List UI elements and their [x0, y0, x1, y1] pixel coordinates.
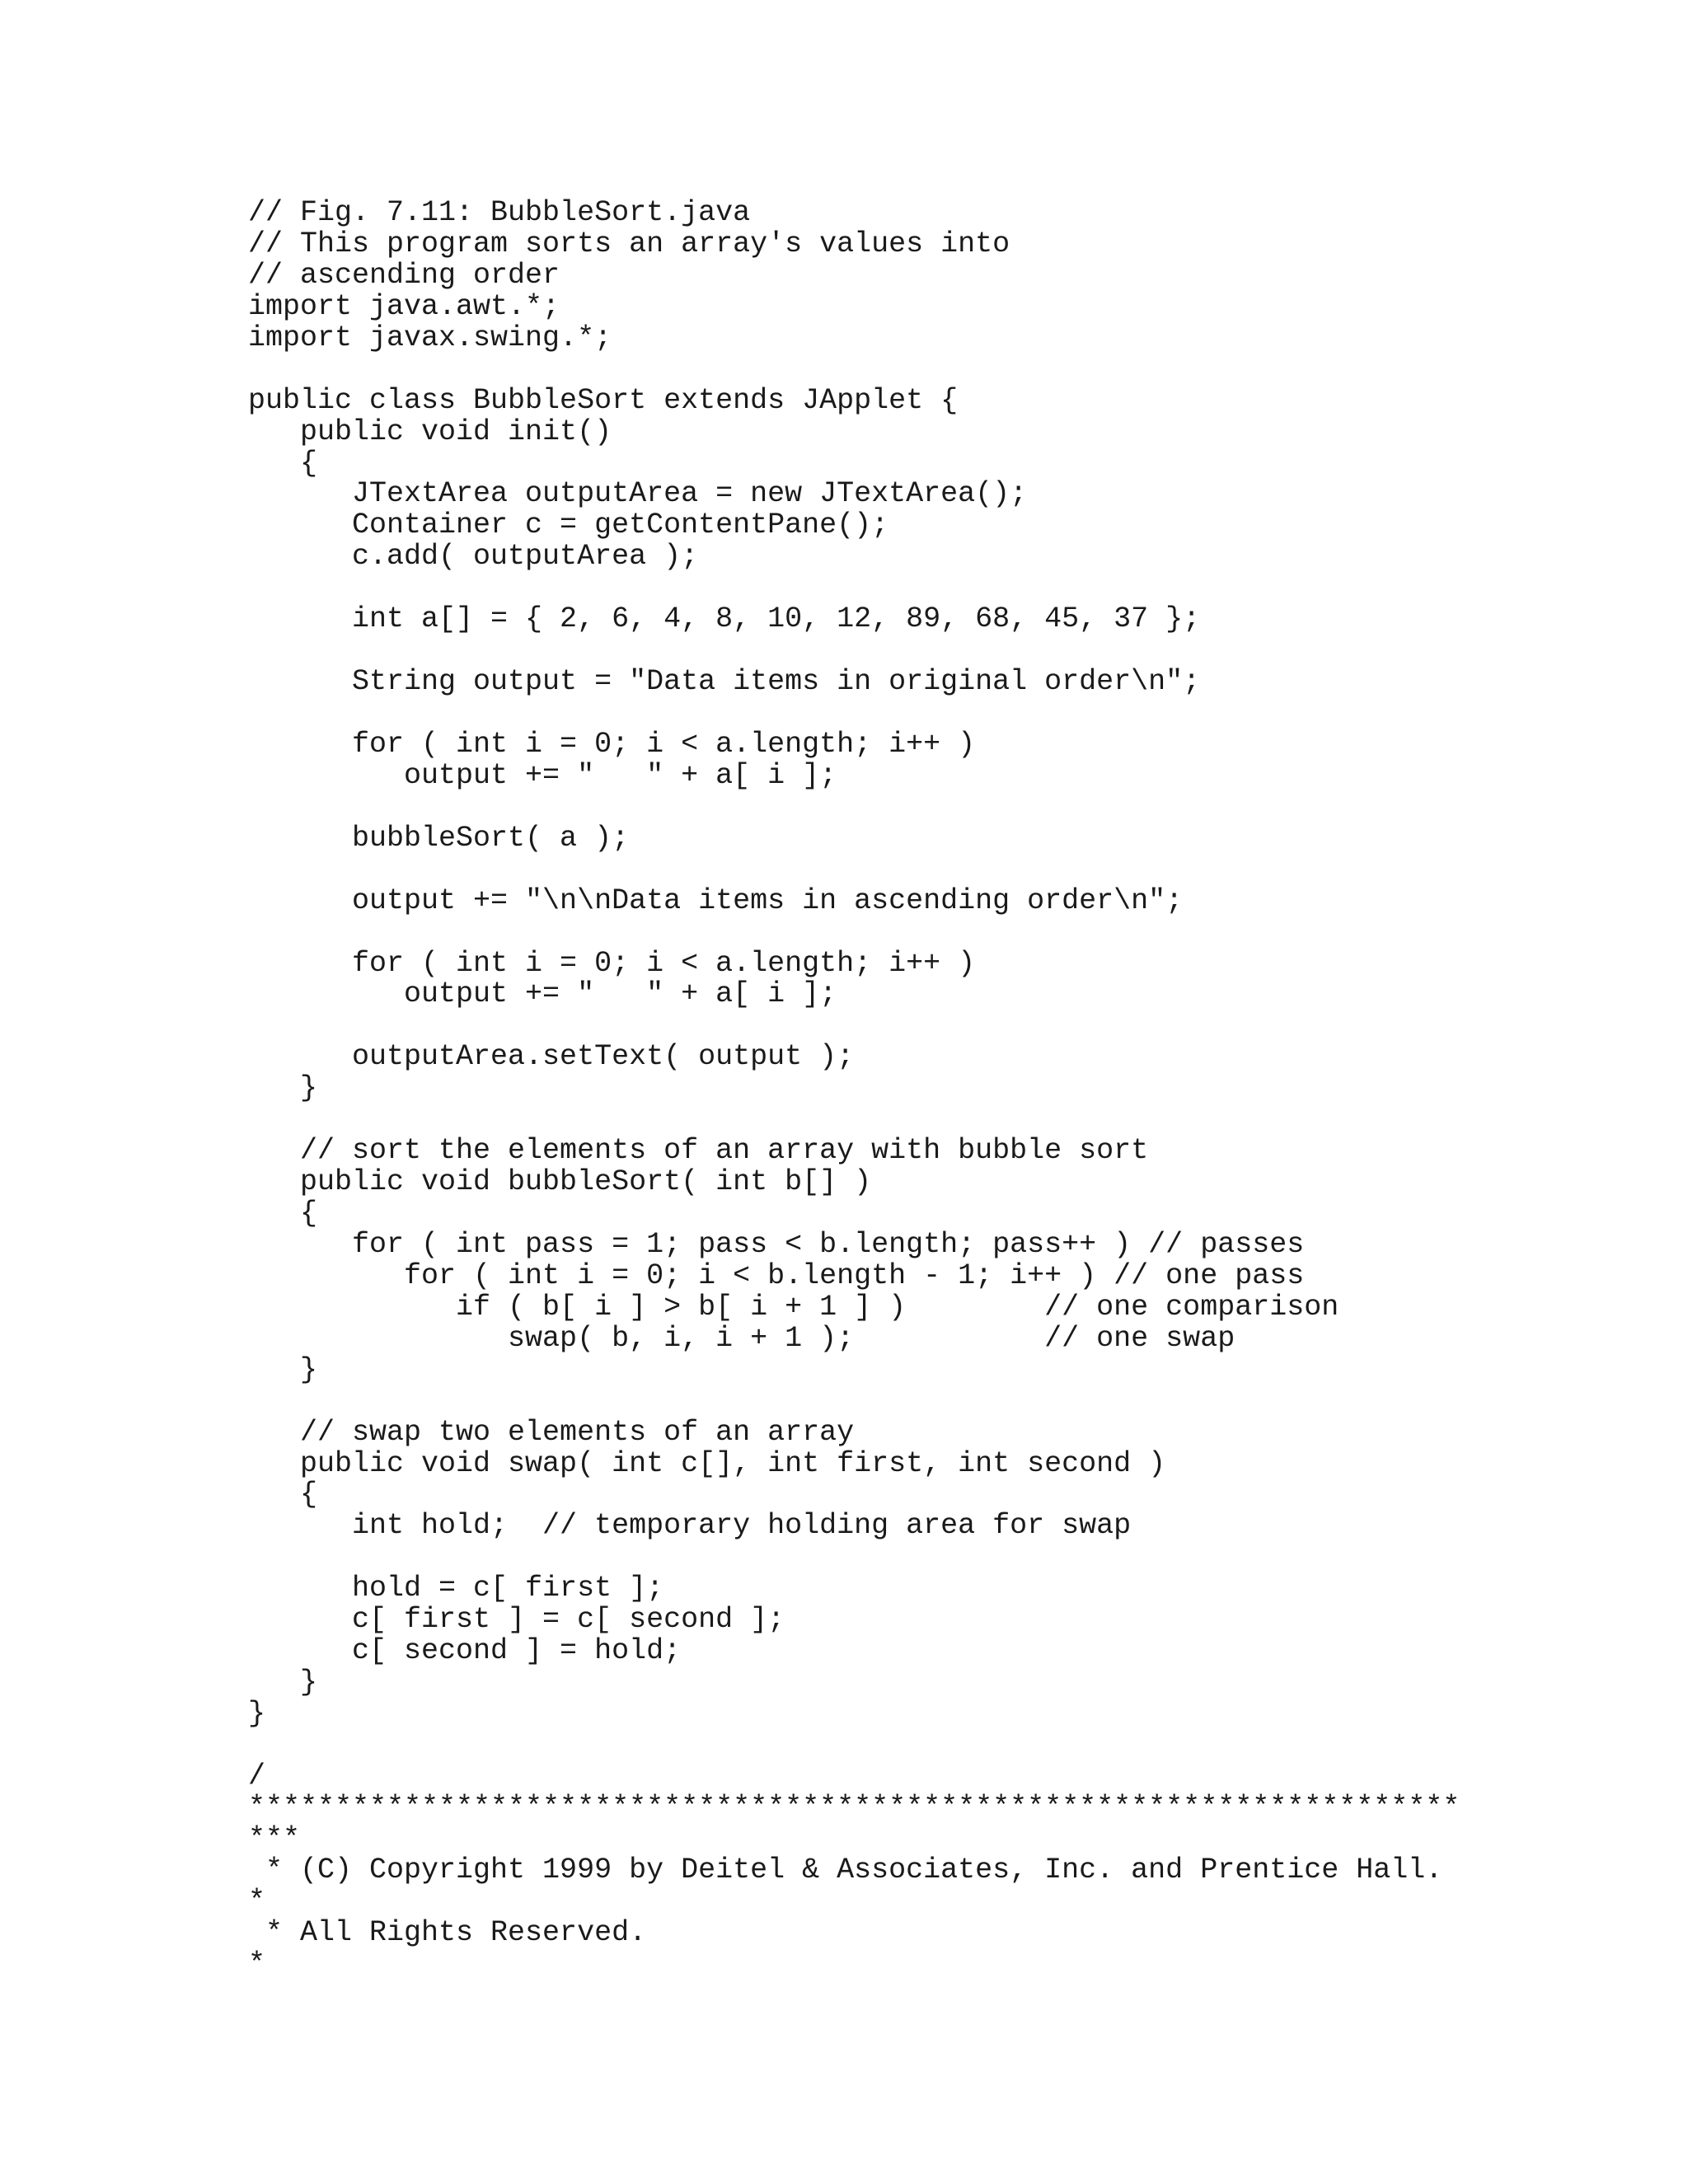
code-line: // Fig. 7.11: BubbleSort.java: [248, 196, 751, 229]
code-line: {: [248, 1478, 318, 1511]
code-line: // ascending order: [248, 258, 560, 292]
code-line: [248, 1730, 1666, 1761]
code-line: for ( int i = 0; i < a.length; i++ ): [248, 946, 976, 980]
code-line: * (C) Copyright 1999 by Deitel & Associates, Inc. and Prentice Hall.: [248, 1853, 1443, 1886]
code-line: import java.awt.*;: [248, 289, 560, 323]
code-line: import javax.swing.*;: [248, 321, 612, 354]
code-line: [248, 917, 1666, 949]
code-line: ***: [248, 1821, 301, 1855]
code-line: outputArea.setText( output );: [248, 1040, 855, 1074]
code-line: // This program sorts an array's values into: [248, 227, 1010, 260]
code-line: Container c = getContentPane();: [248, 509, 889, 542]
code-line: c.add( outputArea );: [248, 540, 699, 574]
code-line: output += " " + a[ i ];: [248, 758, 837, 792]
code-line: }: [248, 1666, 318, 1699]
java-source-listing: [248, 198, 1666, 1980]
code-line: public void bubbleSort( int b[] ): [248, 1165, 872, 1199]
code-line: [248, 1542, 1666, 1573]
code-line: int a[] = { 2, 6, 4, 8, 10, 12, 89, 68, 45, 37 };: [248, 602, 1201, 636]
code-line: [248, 635, 1666, 667]
code-line: * All Rights Reserved.: [248, 1915, 647, 1949]
code-line: public class BubbleSort extends JApplet {: [248, 383, 959, 417]
code-line: output += "\n\nData items in ascending order\n";: [248, 883, 1184, 917]
code-line: {: [248, 446, 318, 480]
code-line: int hold; // temporary holding area for swap: [248, 1509, 1132, 1543]
code-line: bubbleSort( a );: [248, 821, 630, 855]
code-line: [248, 1104, 1666, 1136]
code-line: *: [248, 1947, 266, 1980]
code-line: JTextArea outputArea = new JTextArea();: [248, 477, 1028, 511]
code-line: c[ first ] = c[ second ];: [248, 1603, 785, 1637]
code-line: {: [248, 1197, 318, 1230]
code-line: [248, 1386, 1666, 1418]
code-line: String output = "Data items in original order\n";: [248, 665, 1201, 699]
code-line: [248, 792, 1666, 823]
code-line: c[ second ] = hold;: [248, 1634, 682, 1668]
code-line: [248, 573, 1666, 604]
code-line: public void swap( int c[], int first, int second ): [248, 1446, 1166, 1480]
code-line: }: [248, 1697, 266, 1730]
code-line: [248, 698, 1666, 729]
code-line: public void init(): [248, 415, 612, 448]
code-line: [248, 354, 1666, 386]
code-line: [248, 1010, 1666, 1042]
code-line: swap( b, i, i + 1 ); // one swap: [248, 1321, 1236, 1355]
code-line: output += " " + a[ i ];: [248, 977, 837, 1011]
code-line: **********************************************************************: [248, 1790, 1461, 1824]
code-line: /: [248, 1759, 266, 1793]
code-line: if ( b[ i ] > b[ i + 1 ] ) // one comparison: [248, 1290, 1339, 1324]
code-line: for ( int i = 0; i < a.length; i++ ): [248, 727, 976, 761]
code-line: // sort the elements of an array with bubble sort: [248, 1134, 1149, 1168]
code-line: }: [248, 1071, 318, 1105]
code-line: [248, 855, 1666, 886]
code-line: for ( int i = 0; i < b.length - 1; i++ ) // one pass: [248, 1258, 1305, 1292]
code-line: *: [248, 1884, 266, 1918]
code-line: // swap two elements of an array: [248, 1415, 855, 1449]
code-line: }: [248, 1352, 318, 1386]
code-line: for ( int pass = 1; pass < b.length; pass++ ) // passes: [248, 1227, 1305, 1261]
code-line: hold = c[ first ];: [248, 1572, 664, 1605]
